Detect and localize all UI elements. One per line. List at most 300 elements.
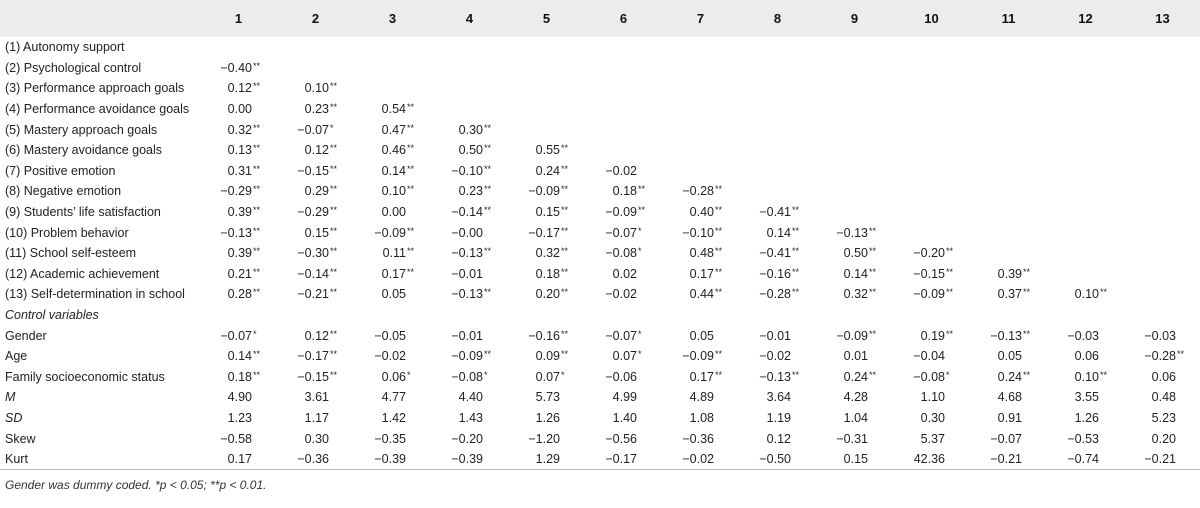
table-cell: [277, 119, 354, 140]
table-cell: [1124, 161, 1200, 182]
table-cell: [662, 264, 739, 285]
column-header: 6: [585, 0, 662, 37]
cell-value: −0.01: [451, 328, 483, 343]
cell-value: 1.26: [535, 410, 560, 425]
cell-value: 1.19: [766, 410, 791, 425]
table-cell: [277, 387, 354, 408]
cell-value: 0.31: [227, 163, 252, 178]
cell-value: −0.09: [451, 349, 483, 364]
cell-value: −0.01: [759, 328, 791, 343]
table-cell: [508, 99, 585, 120]
cell-value: 0.20: [1151, 431, 1176, 446]
significance-marker: **: [330, 102, 338, 113]
table-cell: [508, 264, 585, 285]
table-row: [0, 243, 1200, 264]
significance-marker: *: [253, 328, 257, 339]
table-cell: [431, 428, 508, 449]
cell-value: 0.17: [689, 369, 714, 384]
table-cell: [431, 264, 508, 285]
table-cell: [585, 264, 662, 285]
significance-marker: **: [869, 369, 877, 380]
cell-value: −0.20: [913, 246, 945, 261]
significance-marker: **: [330, 205, 338, 216]
table-cell: [893, 181, 970, 202]
cell-value: −0.02: [374, 349, 406, 364]
table-cell: [200, 346, 277, 367]
table-cell: [1047, 305, 1124, 326]
cell-value: −0.21: [1144, 452, 1176, 467]
table-cell: [662, 449, 739, 470]
table-cell: [585, 325, 662, 346]
column-header: 4: [431, 0, 508, 37]
table-cell: [893, 161, 970, 182]
table-cell: [1047, 243, 1124, 264]
cell-value: −0.06: [605, 369, 637, 384]
cell-value: −0.01: [451, 266, 483, 281]
cell-value: −0.15: [297, 163, 329, 178]
cell-value: 0.47: [381, 122, 406, 137]
cell-value: 0.37: [997, 287, 1022, 302]
table-cell: [1047, 58, 1124, 79]
row-label: Control variables: [5, 308, 99, 323]
cell-value: −0.28: [1144, 349, 1176, 364]
significance-marker: **: [561, 266, 569, 277]
row-label: (8) Negative emotion: [5, 184, 122, 199]
table-cell: [431, 284, 508, 305]
table-cell: [893, 222, 970, 243]
cell-value: −0.16: [759, 266, 791, 281]
table-cell: [277, 99, 354, 120]
table-cell: [739, 99, 816, 120]
cell-value: 0.19: [920, 328, 945, 343]
significance-marker: **: [407, 246, 415, 257]
significance-marker: *: [946, 369, 950, 380]
table-cell: [739, 325, 816, 346]
table-cell: [893, 325, 970, 346]
cell-value: 0.00: [227, 102, 252, 117]
table-cell: [739, 284, 816, 305]
table-cell: [893, 37, 970, 58]
significance-marker: **: [946, 328, 954, 339]
table-cell: [893, 99, 970, 120]
table-cell: [277, 346, 354, 367]
table-cell: [893, 119, 970, 140]
cell-value: 0.14: [381, 163, 406, 178]
cell-value: 0.55: [535, 143, 560, 158]
significance-marker: **: [946, 266, 954, 277]
table-cell: [816, 140, 893, 161]
table-cell: [354, 202, 431, 223]
table-cell: [1124, 449, 1200, 470]
significance-marker: **: [253, 205, 261, 216]
table-cell: [816, 99, 893, 120]
table-cell: [970, 78, 1047, 99]
table-cell: [508, 346, 585, 367]
column-header: 1: [200, 0, 277, 37]
table-cell: [970, 325, 1047, 346]
table-cell: [1047, 37, 1124, 58]
table-cell: [200, 387, 277, 408]
significance-marker: **: [484, 287, 492, 298]
table-cell: [354, 58, 431, 79]
table-cell: [200, 264, 277, 285]
table-cell: [354, 119, 431, 140]
table-cell: [431, 449, 508, 470]
cell-value: 0.48: [1151, 390, 1176, 405]
table-row: [0, 99, 1200, 120]
table-cell: [200, 119, 277, 140]
cell-value: 0.50: [843, 246, 868, 261]
cell-value: −0.07: [990, 431, 1022, 446]
significance-marker: *: [561, 369, 565, 380]
table-cell: [739, 387, 816, 408]
table-cell: [893, 58, 970, 79]
row-label: (1) Autonomy support: [5, 40, 125, 55]
table-row: [0, 161, 1200, 182]
table-cell: [585, 181, 662, 202]
cell-value: 1.23: [227, 410, 252, 425]
significance-marker: **: [407, 102, 415, 113]
cell-value: −0.15: [297, 369, 329, 384]
table-cell: [970, 367, 1047, 388]
significance-marker: **: [869, 246, 877, 257]
table-cell: [431, 305, 508, 326]
table-row: [0, 284, 1200, 305]
table-cell: [816, 284, 893, 305]
table-cell: [739, 222, 816, 243]
table-cell: [816, 78, 893, 99]
table-cell: [893, 264, 970, 285]
cell-value: 0.28: [227, 287, 252, 302]
cell-value: 0.07: [612, 349, 637, 364]
table-row: [0, 408, 1200, 429]
table-body: [0, 37, 1200, 470]
table-row: [0, 37, 1200, 58]
significance-marker: **: [330, 349, 338, 360]
cell-value: −0.02: [605, 287, 637, 302]
table-cell: [662, 408, 739, 429]
table-cell: [1124, 140, 1200, 161]
table-cell: [662, 202, 739, 223]
table-cell: [354, 243, 431, 264]
significance-marker: **: [253, 163, 261, 174]
table-row: [0, 181, 1200, 202]
table-cell: [970, 119, 1047, 140]
table-cell: [739, 367, 816, 388]
significance-marker: **: [253, 266, 261, 277]
table-cell: [739, 449, 816, 470]
table-row: [0, 140, 1200, 161]
table-cell: [970, 305, 1047, 326]
cell-value: −0.35: [374, 431, 406, 446]
table-cell: [816, 119, 893, 140]
table-cell: [970, 408, 1047, 429]
table-cell: [585, 408, 662, 429]
cell-value: 0.01: [843, 349, 868, 364]
cell-value: 0.39: [997, 266, 1022, 281]
cell-value: 0.05: [689, 328, 714, 343]
table-cell: [277, 37, 354, 58]
table-cell: [816, 367, 893, 388]
cell-value: −0.07: [605, 328, 637, 343]
cell-value: 0.18: [227, 369, 252, 384]
table-cell: [200, 202, 277, 223]
cell-value: 0.06: [1074, 349, 1099, 364]
cell-value: −0.53: [1067, 431, 1099, 446]
significance-marker: **: [946, 246, 954, 257]
table-cell: [354, 78, 431, 99]
table-cell: [816, 243, 893, 264]
table-cell: [1047, 428, 1124, 449]
table-row: [0, 428, 1200, 449]
table-cell: [585, 222, 662, 243]
significance-marker: **: [330, 287, 338, 298]
table-row: [0, 78, 1200, 99]
cell-value: 5.37: [920, 431, 945, 446]
table-cell: [1124, 37, 1200, 58]
cell-value: 0.50: [458, 143, 483, 158]
cell-value: 0.06: [1151, 369, 1176, 384]
cell-value: 0.48: [689, 246, 714, 261]
table-cell: [662, 325, 739, 346]
cell-value: 0.15: [535, 205, 560, 220]
cell-value: 0.06: [381, 369, 406, 384]
cell-value: 3.64: [766, 390, 791, 405]
cell-value: −0.17: [605, 452, 637, 467]
table-row: [0, 367, 1200, 388]
significance-marker: *: [638, 225, 642, 236]
table-cell: [200, 428, 277, 449]
column-header: 13: [1124, 0, 1200, 37]
cell-value: −0.02: [682, 452, 714, 467]
significance-marker: **: [715, 349, 723, 360]
table-cell: [662, 119, 739, 140]
table-cell: [431, 346, 508, 367]
table-cell: [1124, 202, 1200, 223]
cell-value: −0.31: [836, 431, 868, 446]
row-label: Kurt: [0, 449, 200, 470]
table-cell: [1124, 325, 1200, 346]
table-cell: [354, 181, 431, 202]
table-cell: [662, 37, 739, 58]
cell-value: −0.36: [682, 431, 714, 446]
cell-value: 0.05: [997, 349, 1022, 364]
significance-marker: **: [484, 205, 492, 216]
table-cell: [739, 202, 816, 223]
table-cell: [508, 367, 585, 388]
significance-marker: **: [253, 246, 261, 257]
table-cell: [431, 408, 508, 429]
table-cell: [1124, 99, 1200, 120]
significance-marker: **: [561, 246, 569, 257]
table-cell: [354, 37, 431, 58]
significance-marker: **: [407, 266, 415, 277]
cell-value: 0.44: [689, 287, 714, 302]
table-cell: [816, 325, 893, 346]
table-cell: [970, 37, 1047, 58]
table-cell: [431, 243, 508, 264]
cell-value: 0.12: [227, 81, 252, 96]
cell-value: 1.04: [843, 410, 868, 425]
table-cell: [662, 140, 739, 161]
table-row: [0, 387, 1200, 408]
table-cell: [1124, 408, 1200, 429]
table-cell: [508, 58, 585, 79]
table-cell: [277, 408, 354, 429]
cell-value: 0.30: [304, 431, 329, 446]
table-cell: [508, 181, 585, 202]
table-cell: [277, 243, 354, 264]
cell-value: 4.89: [689, 390, 714, 405]
table-cell: [970, 428, 1047, 449]
cell-value: 0.24: [535, 163, 560, 178]
table-cell: [354, 408, 431, 429]
table-cell: [508, 408, 585, 429]
table-row: [0, 346, 1200, 367]
cell-value: 0.91: [997, 410, 1022, 425]
cell-value: 0.32: [535, 246, 560, 261]
table-cell: [816, 58, 893, 79]
table-cell: [739, 119, 816, 140]
table-cell: [893, 284, 970, 305]
cell-value: −0.40: [220, 60, 252, 75]
table-cell: [970, 387, 1047, 408]
table-cell: [585, 346, 662, 367]
table-cell: [354, 222, 431, 243]
table-cell: [816, 37, 893, 58]
table-cell: [585, 37, 662, 58]
significance-marker: **: [253, 349, 261, 360]
table-cell: [662, 428, 739, 449]
table-cell: [431, 181, 508, 202]
table-cell: [816, 161, 893, 182]
table-cell: [1047, 78, 1124, 99]
table-cell: [1047, 161, 1124, 182]
significance-marker: **: [407, 225, 415, 236]
table-cell: [585, 140, 662, 161]
cell-value: −0.02: [759, 349, 791, 364]
table-cell: [585, 449, 662, 470]
cell-value: −0.13: [451, 287, 483, 302]
table-cell: [893, 202, 970, 223]
significance-marker: **: [1023, 266, 1031, 277]
table-cell: [893, 140, 970, 161]
table-cell: [662, 161, 739, 182]
significance-marker: **: [869, 266, 877, 277]
table-cell: [1124, 284, 1200, 305]
cell-value: −0.09: [374, 225, 406, 240]
cell-value: 0.17: [381, 266, 406, 281]
table-cell: [970, 140, 1047, 161]
section-row: [0, 305, 1200, 326]
cell-value: −0.08: [605, 246, 637, 261]
table-cell: [893, 243, 970, 264]
table-cell: [739, 428, 816, 449]
table-cell: [277, 284, 354, 305]
cell-value: −0.09: [605, 205, 637, 220]
table-cell: [277, 325, 354, 346]
table-cell: [277, 222, 354, 243]
cell-value: 0.11: [382, 246, 406, 261]
table-cell: [200, 181, 277, 202]
cell-value: −0.03: [1067, 328, 1099, 343]
cell-value: 1.43: [458, 410, 483, 425]
table-cell: [662, 387, 739, 408]
significance-marker: **: [330, 184, 338, 195]
column-header: 12: [1047, 0, 1124, 37]
significance-marker: **: [330, 143, 338, 154]
cell-value: 4.28: [843, 390, 868, 405]
significance-marker: **: [869, 225, 877, 236]
table-cell: [200, 284, 277, 305]
significance-marker: **: [715, 287, 723, 298]
row-label: (3) Performance approach goals: [5, 81, 185, 96]
table-cell: [585, 99, 662, 120]
cell-value: 0.40: [689, 205, 714, 220]
cell-value: −0.29: [220, 184, 252, 199]
significance-marker: **: [715, 225, 723, 236]
table-cell: [200, 367, 277, 388]
cell-value: 0.13: [227, 143, 252, 158]
cell-value: 0.00: [381, 205, 406, 220]
table-cell: [1047, 119, 1124, 140]
row-label: (12) Academic achievement: [5, 266, 160, 281]
table-cell: [739, 305, 816, 326]
significance-marker: **: [561, 163, 569, 174]
cell-value: −0.10: [682, 225, 714, 240]
table-cell: [1047, 264, 1124, 285]
table-cell: [970, 58, 1047, 79]
cell-value: −0.30: [297, 246, 329, 261]
table-cell: [508, 140, 585, 161]
cell-value: −0.20: [451, 431, 483, 446]
table-cell: [508, 325, 585, 346]
significance-marker: **: [1100, 287, 1108, 298]
cell-value: 5.23: [1151, 410, 1176, 425]
cell-value: −0.28: [759, 287, 791, 302]
cell-value: 0.09: [535, 349, 560, 364]
table-cell: [739, 346, 816, 367]
cell-value: −0.39: [374, 452, 406, 467]
significance-marker: **: [484, 349, 492, 360]
table-cell: [970, 222, 1047, 243]
table-cell: [585, 243, 662, 264]
table-cell: [585, 387, 662, 408]
table-cell: [739, 408, 816, 429]
table-cell: [277, 78, 354, 99]
significance-marker: **: [330, 225, 338, 236]
table-cell: [893, 346, 970, 367]
table-cell: [893, 305, 970, 326]
table-cell: [431, 37, 508, 58]
table-cell: [662, 181, 739, 202]
table-cell: [739, 37, 816, 58]
table-cell: [508, 161, 585, 182]
table-cell: [970, 346, 1047, 367]
table-cell: [508, 449, 585, 470]
cell-value: −0.14: [451, 205, 483, 220]
row-label: (11) School self-esteem: [5, 246, 137, 261]
significance-marker: *: [407, 369, 411, 380]
table-cell: [1047, 202, 1124, 223]
table-cell: [277, 140, 354, 161]
significance-marker: **: [484, 122, 492, 133]
significance-marker: **: [1023, 328, 1031, 339]
significance-marker: **: [715, 266, 723, 277]
table-cell: [970, 264, 1047, 285]
table-cell: [1124, 305, 1200, 326]
significance-marker: *: [638, 246, 642, 257]
